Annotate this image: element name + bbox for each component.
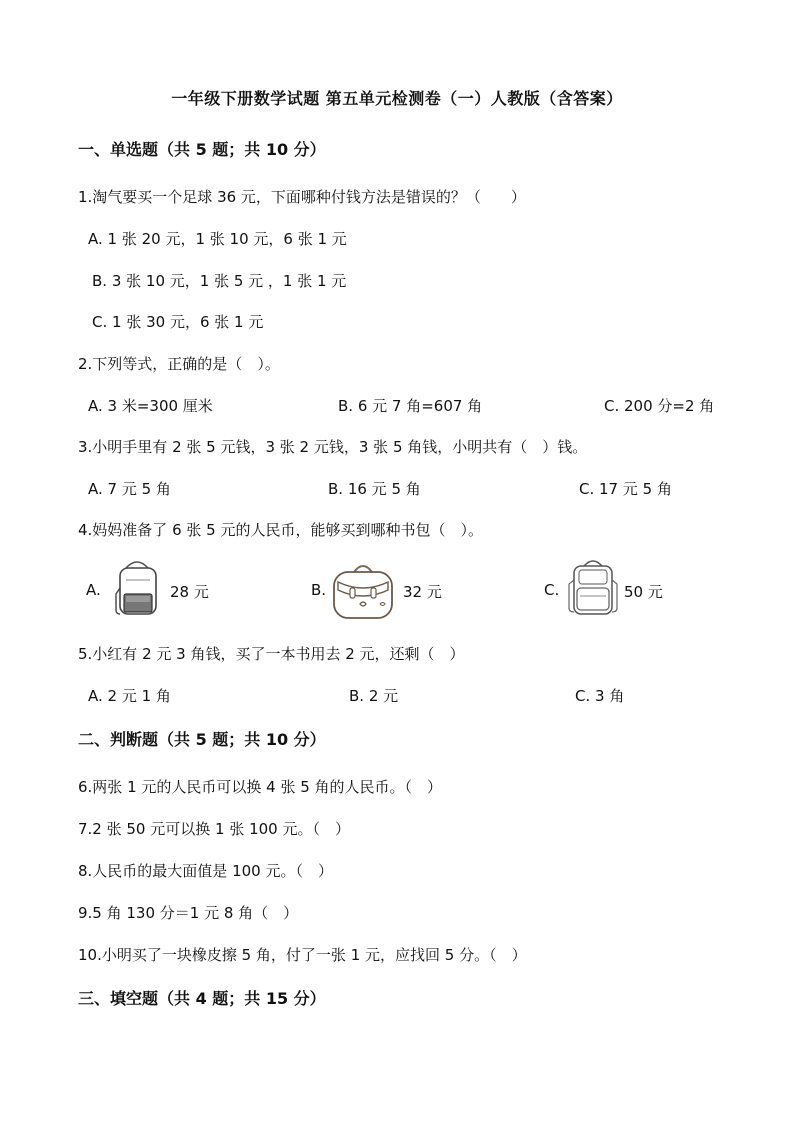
q2-option-b: B. 6 元 7 角=607 角	[338, 397, 483, 415]
q3-option-a: A. 7 元 5 角	[88, 480, 171, 498]
q5-option-b: B. 2 元	[349, 687, 399, 705]
school-bag-b-icon	[330, 560, 396, 622]
q5-option-a: A. 2 元 1 角	[88, 687, 171, 705]
q4-option-b-label: B.	[311, 581, 327, 599]
q3-option-b: B. 16 元 5 角	[328, 480, 421, 498]
backpack-c-icon	[566, 556, 620, 618]
q1-option-c: C. 1 张 30 元，6 张 1 元	[92, 313, 264, 331]
question-3: 3.小明手里有 2 张 5 元钱，3 张 2 元钱，3 张 5 角钱，小明共有（ ）钱。	[78, 438, 588, 456]
section-heading-true-false: 二、判断题（共 5 题；共 10 分）	[78, 730, 326, 749]
question-4: 4.妈妈准备了 6 张 5 元的人民币，能够买到哪种书包（ ）。	[78, 521, 483, 539]
backpack-a-icon	[112, 558, 162, 618]
question-8: 8.人民币的最大面值是 100 元。（ ）	[78, 862, 333, 880]
question-7: 7.2 张 50 元可以换 1 张 100 元。（ ）	[78, 820, 350, 838]
q4-option-a-label: A.	[86, 581, 101, 599]
question-2: 2.下列等式，正确的是（ ）。	[78, 355, 280, 373]
q3-option-c: C. 17 元 5 角	[579, 480, 672, 498]
q2-option-a: A. 3 米=300 厘米	[88, 397, 213, 415]
q2-option-c: C. 200 分=2 角	[604, 397, 715, 415]
question-9: 9.5 角 130 分＝1 元 8 角（ ）	[78, 904, 299, 922]
question-1: 1.淘气要买一个足球 36 元，下面哪种付钱方法是错误的？（ ）	[78, 188, 526, 206]
q1-option-a: A. 1 张 20 元，1 张 10 元，6 张 1 元	[88, 230, 347, 248]
q4-option-a-price: 28 元	[170, 583, 209, 601]
question-6: 6.两张 1 元的人民币可以换 4 张 5 角的人民币。（ ）	[78, 778, 443, 796]
q4-option-c-label: C.	[544, 581, 560, 599]
q1-option-b: B. 3 张 10 元，1 张 5 元 ，1 张 1 元	[92, 272, 347, 290]
page-title: 一年级下册数学试题 第五单元检测卷（一）人教版（含答案）	[171, 89, 623, 108]
question-5: 5.小红有 2 元 3 角钱，买了一本书用去 2 元，还剩（ ）	[78, 645, 465, 663]
q4-option-c-price: 50 元	[624, 583, 663, 601]
section-heading-single-choice: 一、单选题（共 5 题；共 10 分）	[78, 140, 326, 159]
q4-option-b-price: 32 元	[403, 583, 442, 601]
section-heading-fill-in: 三、填空题（共 4 题；共 15 分）	[78, 989, 326, 1008]
question-10: 10.小明买了一块橡皮擦 5 角，付了一张 1 元，应找回 5 分。（ ）	[78, 946, 527, 964]
q5-option-c: C. 3 角	[575, 687, 625, 705]
